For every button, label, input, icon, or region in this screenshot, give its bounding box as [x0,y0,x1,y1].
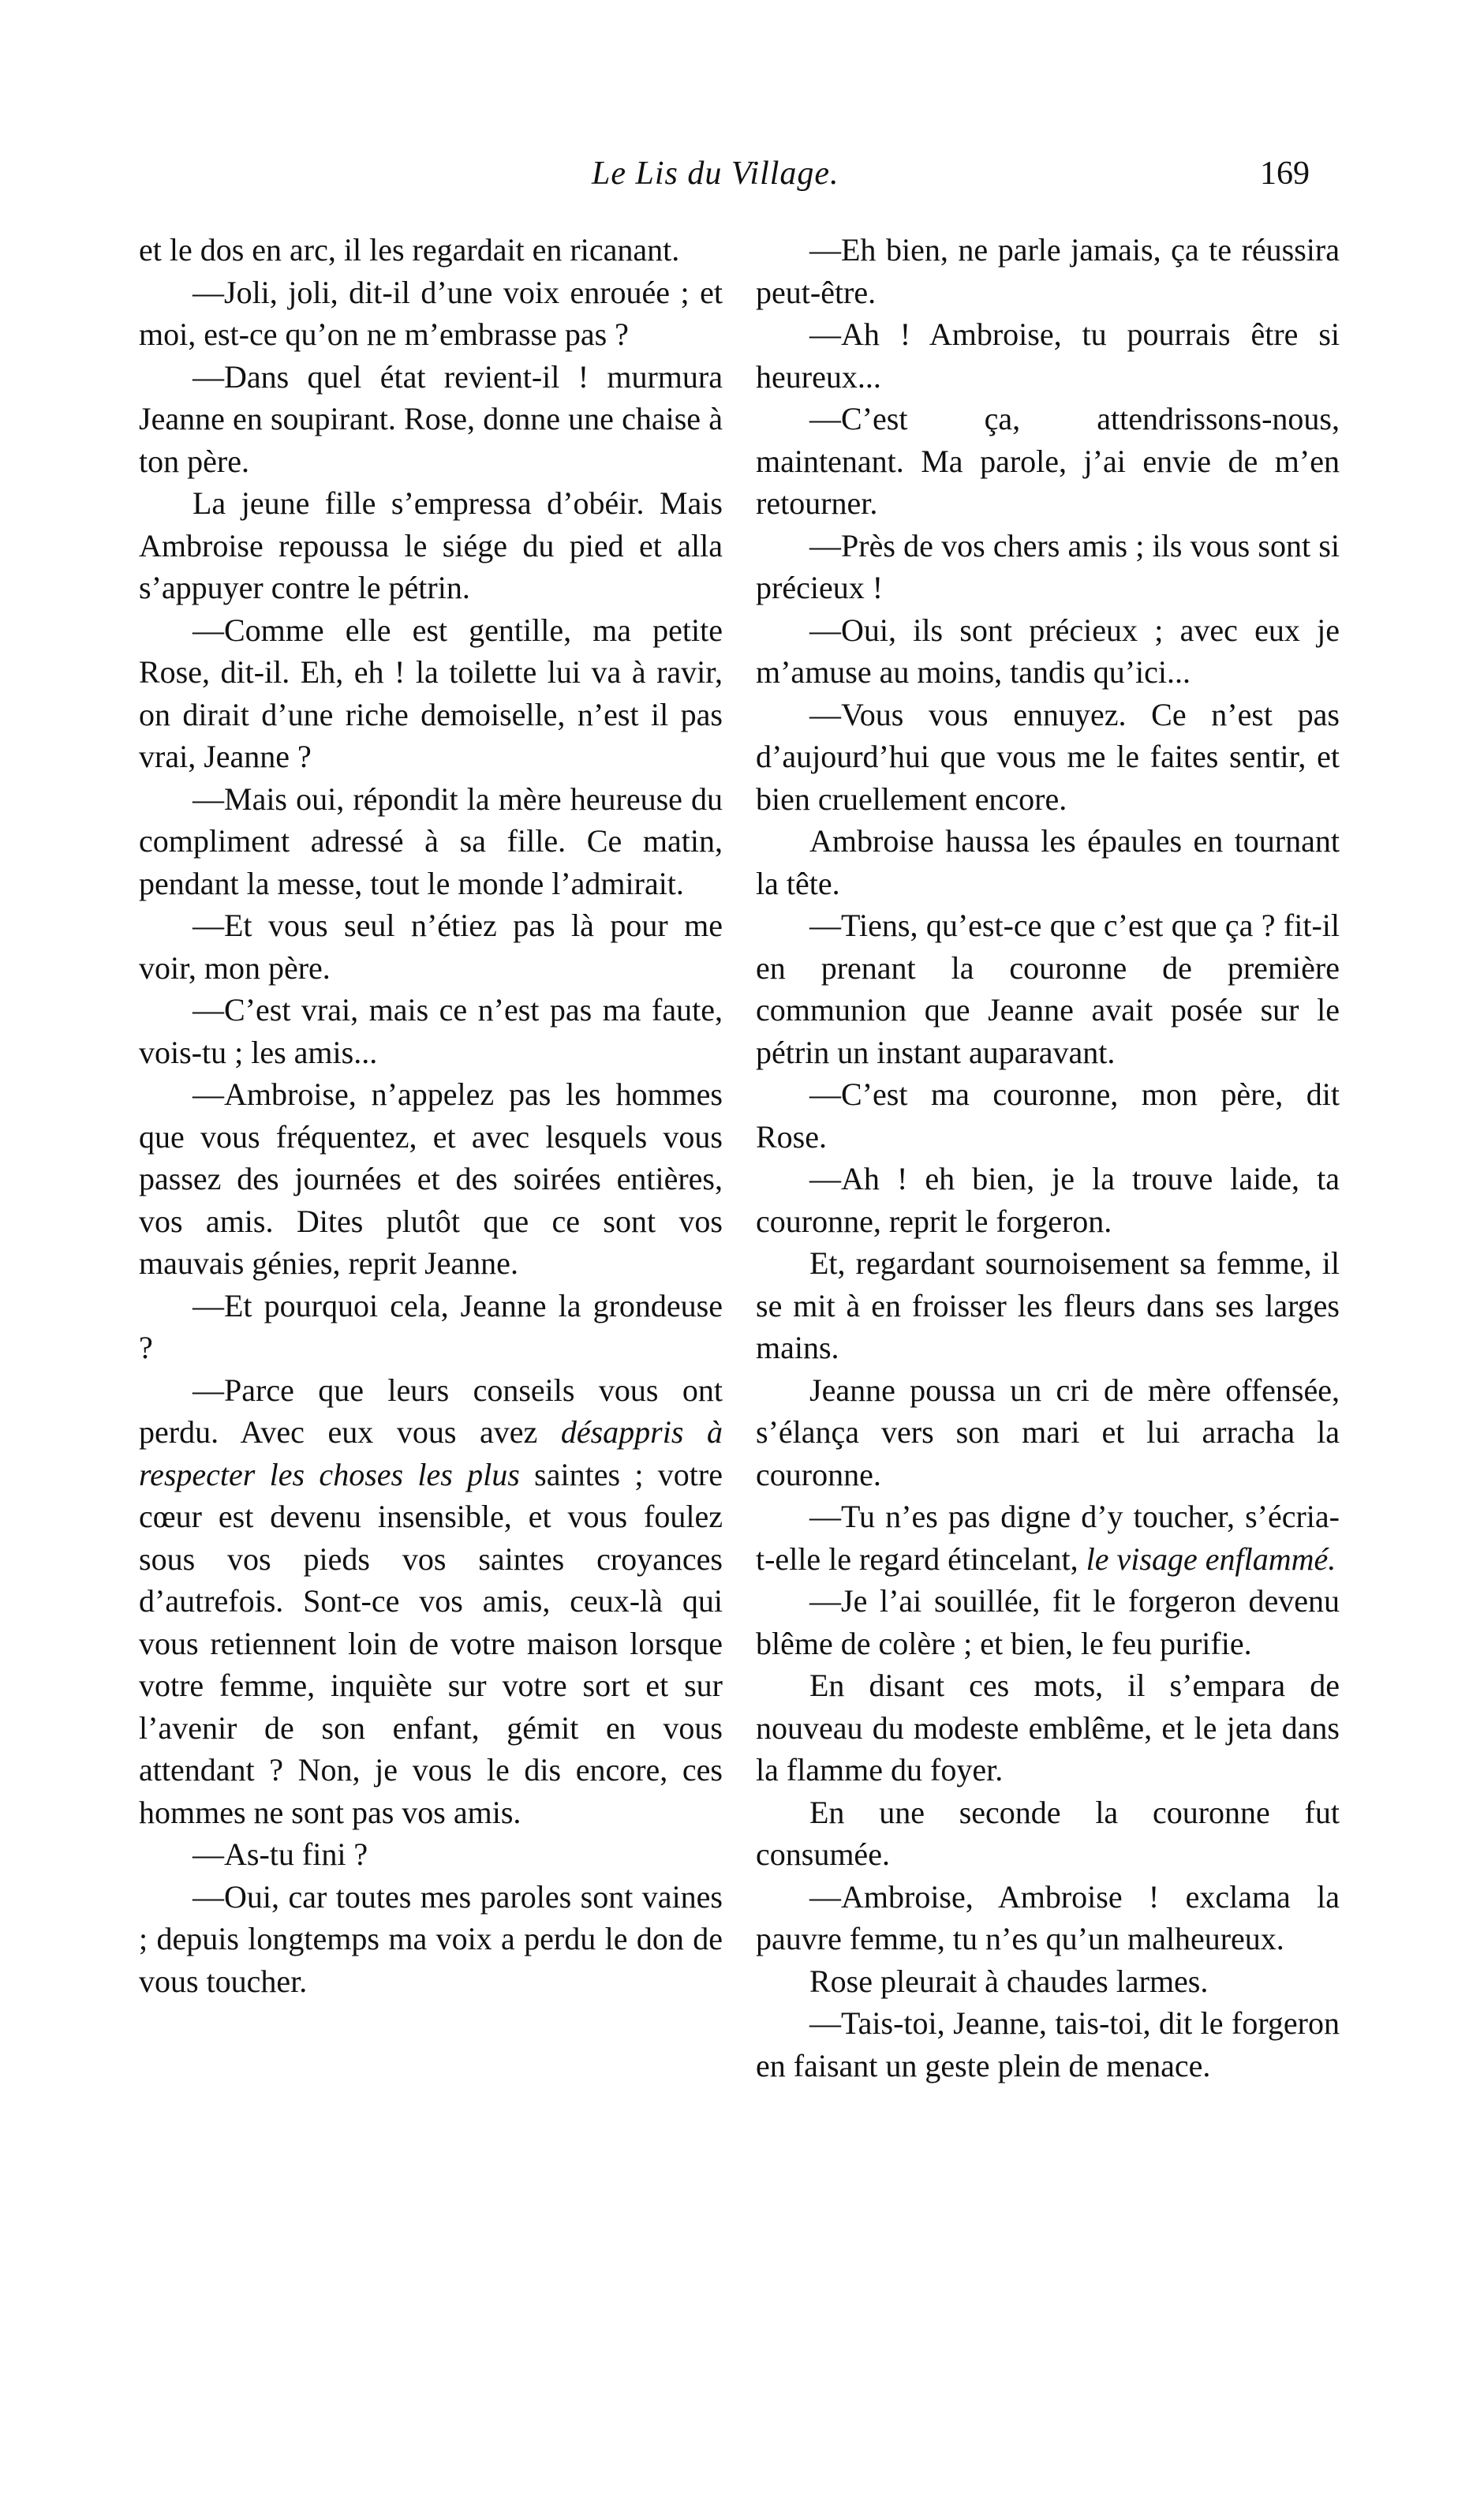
paragraph: —Dans quel état revient-il ! murmura Jeanne en soupirant. Rose, donne une chaise à ton père. [139,358,723,479]
paragraph: —Et vous seul n’étiez pas là pour me voir, mon père. [139,908,723,986]
paragraph: —Tiens, qu’est-ce que c’est que ça ? fit-il en prenant la couronne de première communion que Jeanne avait posée sur le pétrin un instant auparavant. [756,908,1340,1070]
paragraph: En une seconde la couronne fut consumée. [756,1794,1340,1872]
running-title: Le Lis du Village. [592,155,839,192]
right-column [756,229,1340,2087]
paragraph: —Je l’ai souillée, fit le forgeron devenu blême de colère ; et bien, le feu purifie. [756,1583,1340,1661]
paragraph: —Ah ! eh bien, je la trouve laide, ta couronne, reprit le forgeron. [756,1161,1340,1239]
paragraph: —Comme elle est gentille, ma petite Rose, dit-il. Eh, eh ! la toilette lui va à ravir, on dirait d’une riche demoiselle, n’est il pas vrai, Jeanne ? [139,612,723,774]
paragraph: —Et pourquoi cela, Jeanne la grondeuse ? [139,1287,723,1365]
paragraph: Et, regardant sournoisement sa femme, il se mit à en froisser les fleurs dans ses larges mains. [756,1245,1340,1365]
paragraph: —C’est ça, attendrissons-nous, maintenant. Ma parole, j’ai envie de m’en retourner. [756,401,1340,521]
paragraph: —Ah ! Ambroise, tu pourrais être si heureux... [756,316,1340,395]
left-column [139,229,723,2002]
page-number: 169 [1260,155,1310,192]
paragraph: Jeanne poussa un cri de mère offensée, s’élança vers son mari et lui arracha la couronne. [756,1372,1340,1492]
paragraph: —Vous vous ennuyez. Ce n’est pas d’aujourd’hui que vous me le faites sentir, et bien cruellement encore. [756,696,1340,817]
paragraph: —Eh bien, ne parle jamais, ça te réussira peut-être. [756,232,1340,310]
paragraph: —As-tu fini ? [193,1836,368,1872]
paragraph: —Joli, joli, dit-il d’une voix enrouée ; et moi, est-ce qu’on ne m’embrasse pas ? [139,274,723,352]
paragraph: —Tais-toi, Jeanne, tais-toi, dit le forgeron en faisant un geste plein de menace. [756,2005,1340,2083]
paragraph: —C’est vrai, mais ce n’est pas ma faute, vois-tu ; les amis... [139,992,723,1070]
paragraph: —Ambroise, n’appelez pas les hommes que vous fréquentez, et avec lesquels vous passez des journées et des soirées entières, vos amis. Dites plutôt que ce sont vos mauvais génies, reprit Jeanne. [139,1076,723,1281]
paragraph: —Oui, car toutes mes paroles sont vaines ; depuis longtemps ma voix a perdu le don de vous toucher. [139,1878,723,1999]
paragraph: —Près de vos chers amis ; ils vous sont si précieux ! [756,527,1340,605]
paragraph: Rose pleurait à chaudes larmes. [809,1963,1209,1999]
paragraph: —C’est ma couronne, mon père, dit Rose. [756,1076,1340,1155]
running-head [126,155,1310,202]
paragraph: —Parce que leurs conseils vous ont perdu. Avec eux vous avez désappris à respecter les choses les plus saintes ; votre cœur est devenu insensible, et vous foulez sous vos pieds vos saintes croyances d’autrefois. Sont-ce vos amis, ceux-là qui vous retiennent loin de votre maison lorsque votre femme, inquiète sur votre sort et sur l’avenir de son enfant, gémit en vous attendant ? Non, je vous le dis encore, ces hommes ne sont pas vos amis. [139,1372,723,1830]
paragraph: Ambroise haussa les épaules en tournant la tête. [756,823,1340,901]
paragraph: —Oui, ils sont précieux ; avec eux je m’amuse au moins, tandis qu’ici... [756,612,1340,690]
paragraph: —Tu n’es pas digne d’y toucher, s’écria-t-elle le regard étincelant, le visage enflammé. [756,1499,1340,1577]
paragraph: —Ambroise, Ambroise ! exclama la pauvre femme, tu n’es qu’un malheureux. [756,1878,1340,1956]
paragraph: —Mais oui, répondit la mère heureuse du compliment adressé à sa fille. Ce matin, pendant la messe, tout le monde l’admirait. [139,781,723,901]
paragraph: et le dos en arc, il les regardait en ricanant. [139,232,680,268]
paragraph: En disant ces mots, il s’empara de nouveau du modeste emblême, et le jeta dans la flamme du foyer. [756,1668,1340,1788]
paragraph: La jeune fille s’empressa d’obéir. Mais Ambroise repoussa le siége du pied et alla s’appuyer contre le pétrin. [139,485,723,605]
